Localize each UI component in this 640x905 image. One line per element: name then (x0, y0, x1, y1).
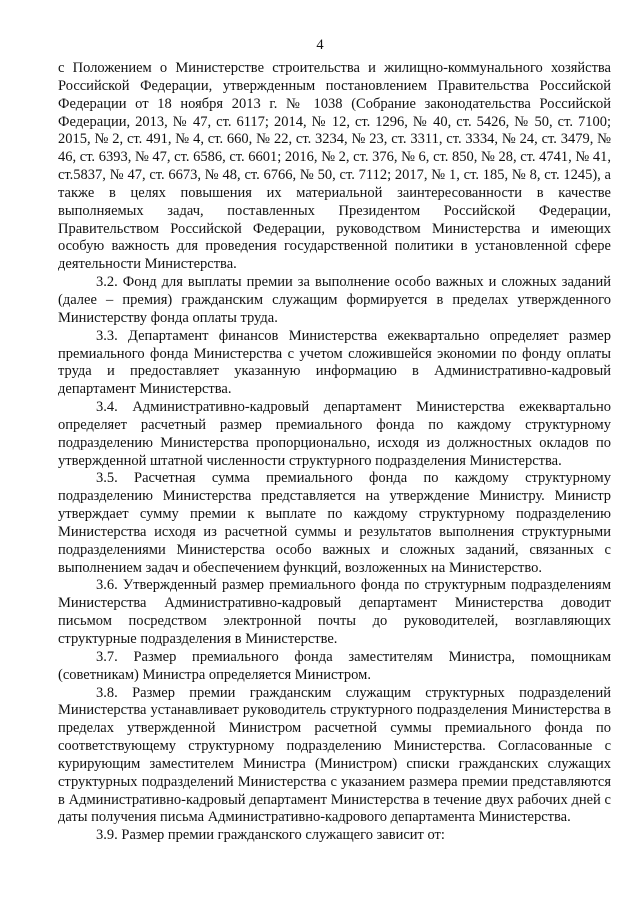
paragraph-3-2: 3.2. Фонд для выплаты премии за выполнение особо важных и сложных заданий (далее – премия) гражданским служащим формируется в пределах утвержденного Министерству фонда оплаты труда. (58, 274, 611, 326)
paragraph-3-9: 3.9. Размер премии гражданского служащего зависит от: (96, 827, 445, 844)
paragraph-3-4: 3.4. Административно-кадровый департамент Министерства ежеквартально определяет расчетный размер премиального фонда по каждому структурному подразделению Министерства пропорционально, исходя из должностных окладов по утвержденной штатной численности структурного подразделения Министерства. (58, 399, 611, 469)
page-number: 4 (316, 37, 324, 53)
paragraph-3-3: 3.3. Департамент финансов Министерства ежеквартально определяет размер премиального фонда Министерства с учетом сложившейся экономии по фонду оплаты труда и предоставляет указанную информацию в Административно-кадровый департамент Министерства. (58, 327, 611, 398)
paragraph-3-6: 3.6. Утвержденный размер премиального фонда по структурным подразделениям Министерства Административно-кадровый департамент Министерства доводит письмом посредством электронной почты до руководителей, возглавляющих структурные подразделения в Министерстве. (58, 577, 611, 647)
paragraph-3-5: 3.5. Расчетная сумма премиального фонда по каждому структурному подразделению Министерства представляется на утверждение Министру. Министр утверждает сумму премии к выплате по каждому структурному подразделению Министерства исходя из расчетной суммы и результатов выполнения структурными подразделениями Министерства особо важных и сложных заданий, связанных с выполнением задач и обеспечением функций, возложенных на Министерство. (58, 470, 611, 576)
paragraph-3-1-continuation: с Положением о Министерстве строительства и жилищно-коммунального хозяйства Российской Федерации, утвержденным постановлением Правительства Российской Федерации от 18 ноября 2013 г. № 1038 (Собрание законодательства Российской Федерации, 2013, № 47, ст. 6117; 2014, № 12, ст. 1296, № 40, ст. 5426, № 50, ст. 7100; 2015, № 2, ст. 491, № 4, ст. 660, № 22, ст. 3234, № 23, ст. 3311, ст. 3334, № 24, ст. 3479, № 46, ст. 6393, № 47, ст. 6586, ст. 6601; 2016, № 2, ст. 376, № 6, ст. 850, № 28, ст. 4741, № 41, ст.5837, № 47, ст. 6673, № 48, ст. 6766, № 50, ст. 7112; 2017, № 1, ст. 185, № 8, ст. 1245), а также в целях повышения их материальной заинтересованности в качестве выполняемых задач, поставленных Президентом Российской Федерации, Правительством Российской Федерации, руководством Министерства и имеющих особую важность для проведения государственной политики в установленной сфере деятельности Министерства. (58, 60, 611, 273)
document-body (58, 60, 611, 845)
paragraph-3-7: 3.7. Размер премиального фонда заместителям Министра, помощникам (советникам) Министра определяется Министром. (58, 648, 611, 683)
paragraph-3-8: 3.8. Размер премии гражданским служащим структурных подразделений Министерства устанавливает руководитель структурного подразделения Министерства в пределах утвержденной Министром расчетной суммы премиального фонда по соответствующему структурному подразделению Министерства. Согласованные с курирующим заместителем Министра (Министром) списки гражданских служащих структурных подразделений Министерства с указанием размера премии представляются в Административно-кадровый департамент Министерства в течение двух рабочих дней с даты получения письма Административно-кадрового департамента Министерства. (58, 684, 611, 826)
